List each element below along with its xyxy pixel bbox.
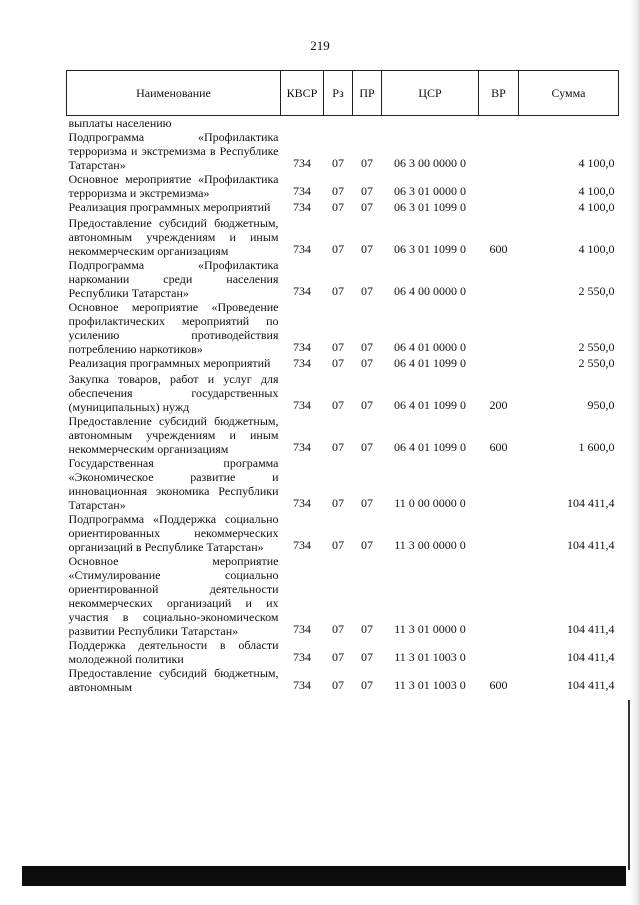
row-kvsr: 734	[293, 496, 311, 510]
row-kvsr: 734	[293, 284, 311, 298]
row-csr	[382, 116, 479, 131]
table-row	[67, 216, 619, 258]
row-kvsr: 734	[293, 184, 311, 198]
header-rz: Рз	[324, 71, 353, 116]
row-sum: 104 411,4	[566, 538, 615, 552]
row-sum: 104 411,4	[566, 650, 615, 664]
row-vr	[479, 554, 519, 638]
row-sum: 2 550,0	[578, 284, 615, 298]
row-sum: 4 100,0	[578, 184, 615, 198]
table-row	[67, 356, 619, 372]
row-kvsr: 734	[293, 650, 311, 664]
row-name: Реализация программных мероприятий	[68, 200, 271, 214]
row-pr: 07	[361, 440, 373, 454]
row-name: Подпрограмма «Поддержка социально ориентированных некоммерческих организаций в Республике Татарстан»	[68, 512, 279, 554]
row-vr	[479, 512, 519, 554]
row-pr: 07	[361, 538, 373, 552]
row-csr: 06 3 01 1099 0	[394, 200, 466, 214]
row-name: Предоставление субсидий бюджетным, автономным учреждениям и иным некоммерческим организациям	[68, 216, 279, 258]
row-rz: 07	[332, 650, 344, 664]
row-sum: 1 600,0	[578, 440, 615, 454]
row-pr: 07	[361, 184, 373, 198]
row-sum: 4 100,0	[578, 156, 615, 170]
row-rz: 07	[332, 340, 344, 354]
row-csr: 06 3 01 1099 0	[394, 242, 466, 256]
row-vr	[479, 300, 519, 356]
row-rz: 07	[332, 622, 344, 636]
row-csr: 06 4 01 1099 0	[394, 440, 466, 454]
row-kvsr: 734	[293, 156, 311, 170]
row-vr	[479, 116, 519, 131]
table-row	[67, 554, 619, 638]
row-rz: 07	[332, 200, 344, 214]
row-rz: 07	[332, 398, 344, 412]
row-pr: 07	[361, 200, 373, 214]
row-pr: 07	[361, 284, 373, 298]
row-rz: 07	[332, 284, 344, 298]
row-name: выплаты населению	[68, 116, 172, 130]
row-vr: 200	[489, 398, 508, 412]
row-csr: 06 4 01 1099 0	[394, 356, 466, 370]
row-sum: 104 411,4	[566, 678, 615, 692]
row-name: Закупка товаров, работ и услуг для обеспечения государственных (муниципальных) нужд	[68, 372, 279, 414]
row-name: Основное мероприятие «Проведение профилактических мероприятий по усилению противодействия потреблению наркотиков»	[68, 300, 279, 356]
row-vr	[479, 638, 519, 666]
row-rz: 07	[332, 184, 344, 198]
row-rz: 07	[332, 678, 344, 692]
row-vr	[479, 200, 519, 216]
row-sum	[519, 116, 619, 131]
row-csr: 11 3 01 0000 0	[394, 622, 466, 636]
row-rz: 07	[332, 356, 344, 370]
row-pr: 07	[361, 496, 373, 510]
table-row	[67, 638, 619, 666]
row-csr: 11 3 01 1003 0	[394, 678, 466, 692]
row-pr: 07	[361, 356, 373, 370]
table-row	[67, 512, 619, 554]
scan-edge-shadow	[629, 0, 640, 905]
header-kvsr: КВСР	[281, 71, 324, 116]
row-vr	[479, 172, 519, 200]
row-rz: 07	[332, 242, 344, 256]
row-rz	[324, 116, 353, 131]
table-row	[67, 258, 619, 300]
row-rz: 07	[332, 156, 344, 170]
row-name: Подпрограмма «Профилактика наркомании среди населения Республики Татарстан»	[68, 258, 279, 300]
row-pr: 07	[361, 242, 373, 256]
row-name: Предоставление субсидий бюджетным, автономным	[68, 666, 279, 694]
table-row	[67, 300, 619, 356]
row-kvsr: 734	[293, 398, 311, 412]
row-pr: 07	[361, 156, 373, 170]
header-pr: ПР	[353, 71, 382, 116]
row-sum: 950,0	[587, 398, 615, 412]
row-kvsr: 734	[293, 440, 311, 454]
row-sum: 2 550,0	[578, 356, 615, 370]
row-rz: 07	[332, 496, 344, 510]
row-csr: 06 4 00 0000 0	[394, 284, 466, 298]
table-row	[67, 414, 619, 456]
budget-sheet	[66, 70, 618, 694]
row-name: Реализация программных мероприятий	[68, 356, 271, 370]
row-csr: 11 3 01 1003 0	[394, 650, 466, 664]
row-kvsr: 734	[293, 622, 311, 636]
row-kvsr: 734	[293, 356, 311, 370]
row-csr: 06 4 01 0000 0	[394, 340, 466, 354]
row-csr: 11 0 00 0000 0	[394, 496, 466, 510]
row-csr: 06 4 01 1099 0	[394, 398, 466, 412]
table-header-row	[67, 71, 619, 116]
header-csr: ЦСР	[382, 71, 479, 116]
scan-bottom-bar	[22, 866, 626, 886]
header-vr: ВР	[479, 71, 519, 116]
row-vr	[479, 258, 519, 300]
row-pr: 07	[361, 340, 373, 354]
row-pr: 07	[361, 650, 373, 664]
row-name: Государственная программа «Экономическое развитие и инновационная экономика Республики Татарстан»	[68, 456, 279, 512]
row-vr: 600	[489, 678, 508, 692]
page-number: 219	[310, 38, 330, 53]
row-rz: 07	[332, 440, 344, 454]
row-sum: 104 411,4	[566, 496, 615, 510]
budget-table	[66, 70, 619, 694]
row-kvsr: 734	[293, 340, 311, 354]
row-name: Поддержка деятельности в области молодежной политики	[68, 638, 279, 666]
row-pr: 07	[361, 678, 373, 692]
row-kvsr: 734	[293, 538, 311, 552]
row-name: Подпрограмма «Профилактика терроризма и экстремизма в Республике Татарстан»	[68, 130, 279, 172]
table-row	[67, 372, 619, 414]
scan-edge-line	[628, 700, 630, 870]
header-sum: Сумма	[519, 71, 619, 116]
row-csr: 11 3 00 0000 0	[394, 538, 466, 552]
row-name: Основное мероприятие «Стимулирование социально ориентированной деятельности некоммерческих организаций и их участия в социально-экономическом развитии Республики Татарстан»	[68, 554, 279, 638]
row-sum: 4 100,0	[578, 242, 615, 256]
row-csr: 06 3 01 0000 0	[394, 184, 466, 198]
row-sum: 2 550,0	[578, 340, 615, 354]
row-sum: 104 411,4	[566, 622, 615, 636]
row-rz: 07	[332, 538, 344, 552]
row-kvsr: 734	[293, 242, 311, 256]
table-row	[67, 456, 619, 512]
row-pr	[353, 116, 382, 131]
row-vr: 600	[489, 440, 508, 454]
row-kvsr: 734	[293, 200, 311, 214]
row-kvsr	[281, 116, 324, 131]
header-name: Наименование	[67, 71, 281, 116]
row-sum: 4 100,0	[578, 200, 615, 214]
table-row	[67, 130, 619, 172]
row-name: Предоставление субсидий бюджетным, автономным учреждениям и иным некоммерческим организациям	[68, 414, 279, 456]
row-name: Основное мероприятие «Профилактика терроризма и экстремизма»	[68, 172, 279, 200]
table-row	[67, 200, 619, 216]
row-pr: 07	[361, 622, 373, 636]
table-row	[67, 116, 619, 131]
table-body	[67, 116, 619, 695]
row-csr: 06 3 00 0000 0	[394, 156, 466, 170]
table-row	[67, 666, 619, 694]
table-row	[67, 172, 619, 200]
row-vr	[479, 356, 519, 372]
row-vr: 600	[489, 242, 508, 256]
row-pr: 07	[361, 398, 373, 412]
row-vr	[479, 456, 519, 512]
row-kvsr: 734	[293, 678, 311, 692]
row-vr	[479, 130, 519, 172]
